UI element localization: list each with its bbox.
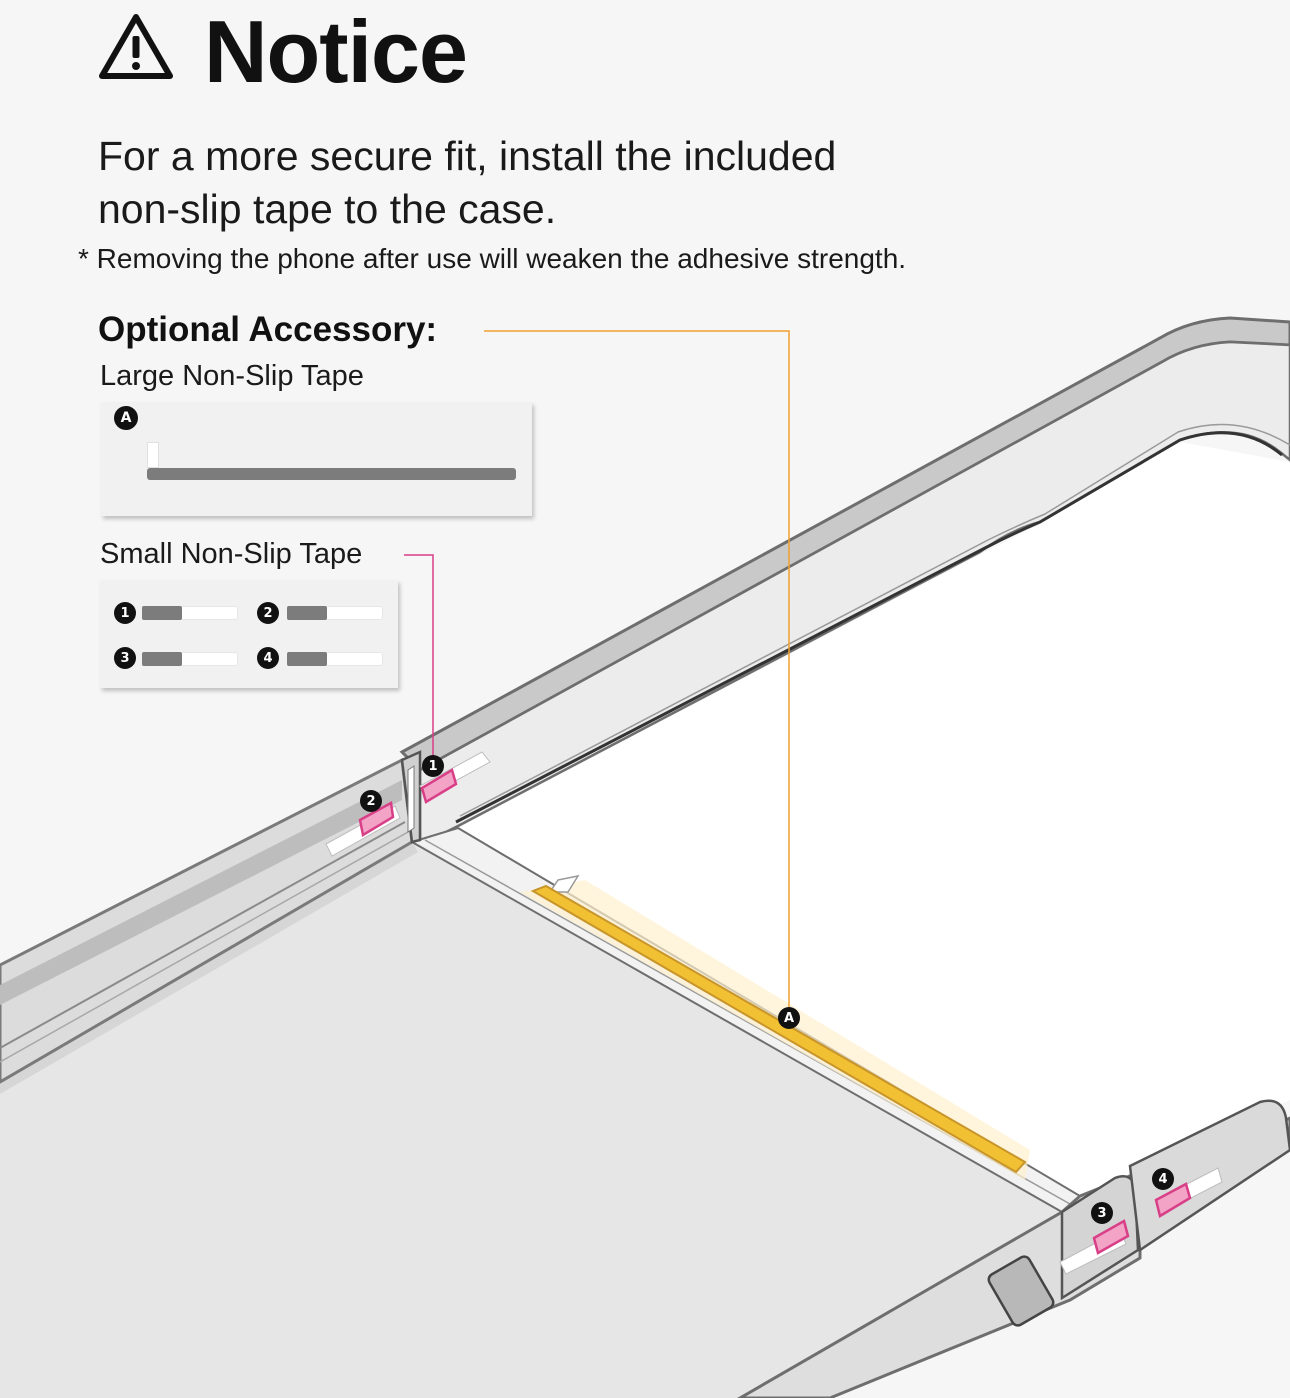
small-tape-card-strip-1 (142, 606, 238, 620)
lead-text-line-1: For a more secure fit, install the included (98, 133, 837, 179)
large-tape-card (101, 402, 532, 516)
warning-triangle-icon (98, 12, 174, 82)
small-tape-card (100, 580, 398, 688)
large-tape-label: Large Non-Slip Tape (100, 360, 364, 392)
diagram-badge-4: 4 (1152, 1168, 1174, 1190)
case-corner-hinge-inner (408, 766, 414, 832)
page-title: Notice (204, 2, 467, 101)
small-tape-badge-4: 4 (257, 647, 279, 669)
diagram-badge-a: A (778, 1007, 800, 1029)
small-tape-badge-3: 3 (114, 647, 136, 669)
small-tape-card-strip-4 (287, 652, 383, 666)
small-tape-card-strip-3 (142, 652, 238, 666)
diagram-badge-1: 1 (422, 755, 444, 777)
large-tape-badge: A (114, 406, 138, 430)
large-tape-card-strip (147, 468, 516, 480)
diagram-badge-3: 3 (1091, 1202, 1113, 1224)
small-tape-badge-2: 2 (257, 602, 279, 624)
large-tape-card-tab (147, 442, 159, 468)
leader-line-small-tape (404, 555, 433, 766)
adhesive-note: * Removing the phone after use will weaken the adhesive strength. (78, 243, 907, 274)
lead-text-line-2: non-slip tape to the case. (98, 186, 557, 232)
small-tape-label: Small Non-Slip Tape (100, 538, 363, 570)
small-tape-badge-1: 1 (114, 602, 136, 624)
small-tape-card-strip-2 (287, 606, 383, 620)
optional-accessory-heading: Optional Accessory: (98, 310, 438, 349)
diagram-badge-2: 2 (360, 790, 382, 812)
